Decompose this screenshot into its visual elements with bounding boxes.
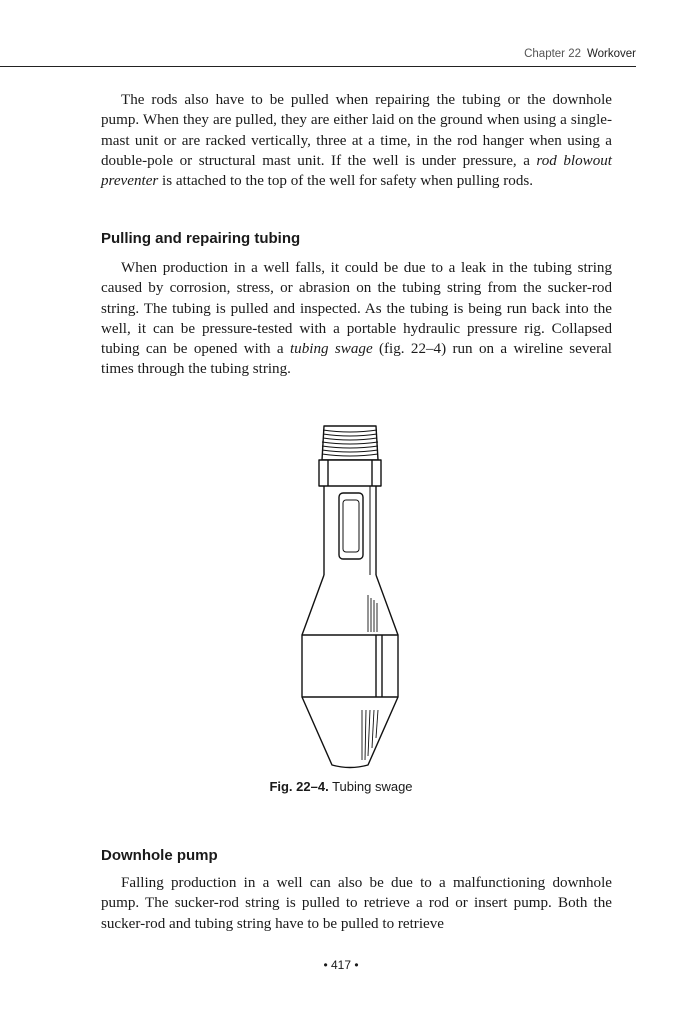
term-rod-blowout-preventer: rod blowout preventer: [101, 152, 612, 190]
section-label: Workover: [587, 48, 636, 60]
figure-caption: [0, 779, 682, 794]
term-tubing-swage: tubing swage: [289, 341, 373, 358]
running-header: [0, 44, 636, 67]
paragraph-tubing-text-b: (fig. 22–4) run on a wireline several times through the tubing string.: [101, 341, 612, 378]
heading-pulling-tubing: Pulling and repairing tubing: [101, 230, 301, 247]
page-number: • 417 •: [323, 958, 359, 972]
paragraph-pump: Falling production in a well can also be due to a malfunctioning downhole pump. The sucker-rod string is pulled to retrieve a rod or insert pump. Both the sucker-rod and tubing string have to be pulled to retrieve: [101, 875, 612, 932]
figure-caption-text: Tubing swage: [332, 779, 413, 794]
paragraph-tubing-text-a: When production in a well falls, it could be due to a leak in the tubing string caused by corrosion, stress, or abrasion on the tubing string from the sucker-rod string. The tubing is pulled and inspected. As the tubing is being run back into the well, it can be pressure-tested with a portable hydraulic pressure rig. Collapsed tubing can be opened with a: [101, 260, 612, 358]
figure-label: Fig. 22–4.: [269, 779, 329, 794]
paragraph-tubing: [101, 258, 612, 380]
paragraph-rods: [101, 90, 612, 191]
paragraph-rods-text-b: is attached to the top of the well for safety when pulling rods.: [158, 173, 534, 190]
chapter-label: Chapter 22: [524, 48, 581, 60]
tubing-swage-illustration: [290, 420, 410, 780]
paragraph-rods-text-a: The rods also have to be pulled when repairing the tubing or the downhole pump. When they are pulled, they are either laid on the ground when using a single-mast unit or are racked vertically, three at a time, in the rod hanger when using a double-pole or structural mast unit. If the well is under pressure, a: [101, 92, 612, 169]
heading-downhole-pump: Downhole pump: [101, 847, 218, 864]
